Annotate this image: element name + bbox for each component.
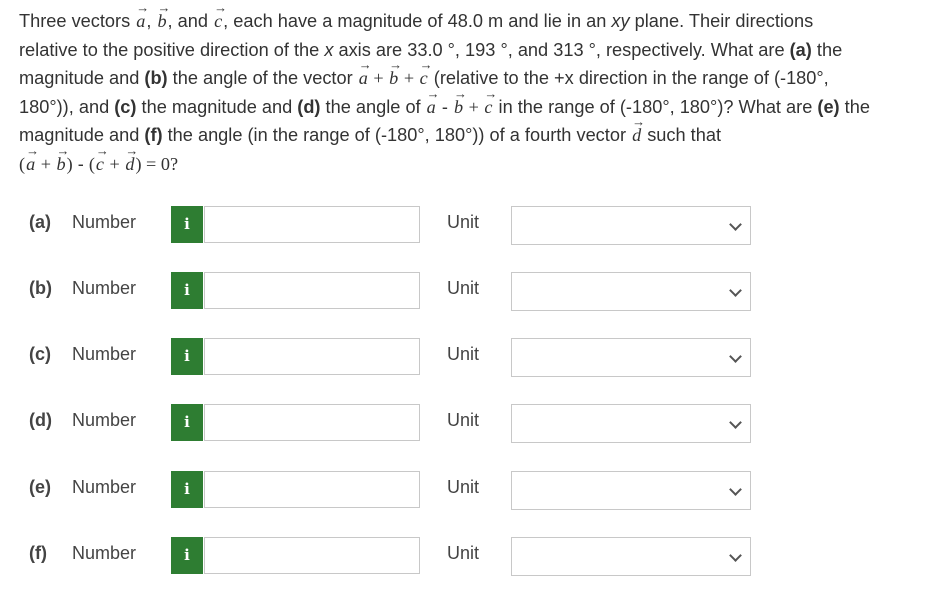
vector-a: → a	[135, 7, 146, 36]
vector-c: → c	[419, 64, 429, 93]
problem-line-5	[19, 121, 934, 150]
chevron-down-icon	[729, 549, 742, 562]
info-icon[interactable]: i	[171, 471, 203, 508]
problem-text: (relative to the +x direction in the range of (-180°,	[428, 68, 829, 88]
paren: (	[19, 153, 26, 174]
number-label: Number	[72, 543, 137, 563]
answer-row-e	[0, 467, 942, 509]
problem-equation	[19, 150, 934, 179]
number-input-f[interactable]	[204, 537, 420, 574]
plus-sign: +	[464, 96, 484, 117]
chevron-down-icon	[729, 483, 742, 496]
part-label: (f)	[29, 543, 47, 563]
problem-text: magnitude and	[19, 125, 145, 145]
problem-text: x	[324, 39, 334, 60]
problem-text: relative to the positive direction of the	[19, 39, 325, 60]
part-label: (e)	[29, 477, 51, 497]
problem-text: the angle of the vector	[167, 68, 358, 88]
number-label: Number	[72, 477, 137, 497]
vector-b: → b	[453, 93, 464, 122]
unit-label: Unit	[447, 212, 480, 232]
vector-b: → b	[56, 150, 67, 179]
plus-sign: +	[368, 68, 389, 88]
answer-row-c	[0, 334, 942, 376]
minus-sign: -	[436, 96, 453, 117]
problem-text: 180°)), and	[19, 96, 115, 117]
unit-label: Unit	[447, 477, 480, 497]
problem-text: the magnitude and	[136, 96, 298, 117]
problem-text: , each have a magnitude of 48.0 m and lie in an	[223, 11, 612, 31]
number-label: Number	[72, 410, 137, 430]
minus-sign: -	[72, 153, 89, 174]
vector-a: → a	[358, 64, 369, 93]
chevron-down-icon	[729, 350, 742, 363]
number-input-e[interactable]	[204, 471, 420, 508]
problem-text: the	[811, 39, 843, 60]
vector-a: → a	[426, 93, 437, 122]
part-label: (b)	[29, 278, 52, 298]
chevron-down-icon	[729, 218, 742, 231]
number-input-c[interactable]	[204, 338, 420, 375]
problem-line-3	[19, 64, 934, 93]
unit-label: Unit	[447, 410, 480, 430]
problem-text: ,	[146, 11, 157, 31]
part-ref: (a)	[789, 39, 812, 60]
problem-text: in the range of (-180°, 180°)? What are	[493, 96, 818, 117]
problem-line-1	[19, 7, 934, 36]
number-input-d[interactable]	[204, 404, 420, 441]
number-label: Number	[72, 212, 137, 232]
unit-select-e[interactable]	[511, 471, 751, 510]
paren: (	[88, 153, 95, 174]
unit-label: Unit	[447, 543, 480, 563]
problem-text: axis are 33.0 °, 193 °, and 313 °, respectively. What are	[333, 39, 790, 60]
info-icon[interactable]: i	[171, 404, 203, 441]
part-ref: (d)	[297, 96, 321, 117]
part-label: (d)	[29, 410, 52, 430]
number-input-a[interactable]	[204, 206, 420, 243]
vector-b: → b	[388, 64, 399, 93]
plus-sign: +	[104, 153, 125, 174]
part-ref: (e)	[817, 96, 840, 117]
part-ref: (c)	[114, 96, 137, 117]
answer-row-f	[0, 533, 942, 575]
problem-text: the	[839, 96, 870, 117]
unit-label: Unit	[447, 278, 480, 298]
problem-text: Three vectors	[19, 11, 136, 31]
problem-text: xy	[611, 11, 630, 31]
unit-select-f[interactable]	[511, 537, 751, 576]
part-label: (c)	[29, 344, 51, 364]
answer-row-a	[0, 202, 942, 244]
vector-a: → a	[25, 150, 36, 179]
problem-statement	[19, 7, 934, 178]
plus-sign: +	[36, 153, 56, 174]
unit-select-d[interactable]	[511, 404, 751, 443]
problem-text: the angle of	[320, 96, 426, 117]
info-icon[interactable]: i	[171, 206, 203, 243]
part-ref: (f)	[144, 125, 163, 145]
chevron-down-icon	[729, 416, 742, 429]
unit-select-b[interactable]	[511, 272, 751, 311]
part-ref: (b)	[144, 68, 168, 88]
info-icon[interactable]: i	[171, 272, 203, 309]
problem-text: such that	[642, 125, 722, 145]
vector-b: → b	[156, 7, 167, 36]
vector-c: → c	[213, 7, 223, 36]
problem-line-2	[19, 36, 934, 65]
paren: )	[135, 153, 142, 174]
chevron-down-icon	[729, 284, 742, 297]
problem-text: the angle (in the range of (-180°, 180°)) of a fourth vector	[162, 125, 632, 145]
plus-sign: +	[399, 68, 419, 88]
number-label: Number	[72, 278, 137, 298]
info-icon[interactable]: i	[171, 537, 203, 574]
vector-c: → c	[483, 93, 493, 122]
answer-row-b	[0, 268, 942, 310]
number-input-b[interactable]	[204, 272, 420, 309]
equation-tail: = 0?	[141, 153, 179, 174]
info-icon[interactable]: i	[171, 338, 203, 375]
paren: )	[66, 153, 73, 174]
problem-text: plane. Their directions	[629, 11, 814, 31]
unit-select-c[interactable]	[511, 338, 751, 377]
vector-c: → c	[95, 150, 105, 179]
vector-d: → d	[124, 150, 135, 179]
number-label: Number	[72, 344, 137, 364]
problem-text: magnitude and	[19, 68, 145, 88]
vector-d: → d	[631, 121, 642, 150]
problem-text: , and	[167, 11, 214, 31]
part-label: (a)	[29, 212, 51, 232]
unit-select-a[interactable]	[511, 206, 751, 245]
unit-label: Unit	[447, 344, 480, 364]
problem-line-4	[19, 93, 934, 122]
answer-row-d	[0, 400, 942, 442]
